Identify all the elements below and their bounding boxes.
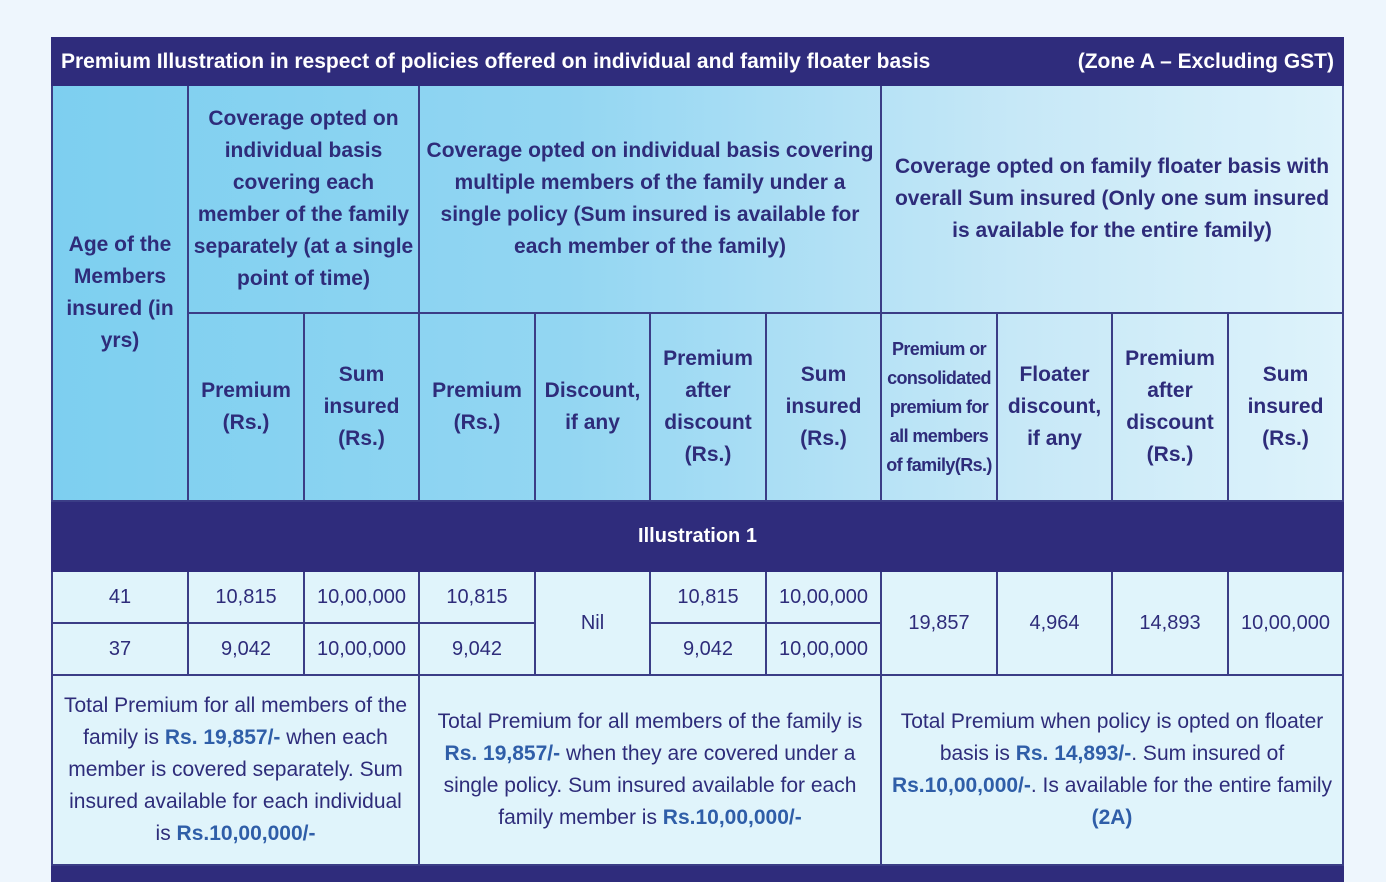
cell-fl-after: 14,893 [1112,571,1228,675]
cell-ind-sum: 10,00,000 [304,623,419,675]
header-group-floater: Coverage opted on family floater basis with overall Sum insured (Only one sum insured is available for the entire family) [881,85,1343,313]
premium-illustration-table [51,37,1344,882]
cell-fl-premium: 19,857 [881,571,997,675]
cell-sp-premium: 9,042 [419,623,535,675]
header-group-individual-separate: Coverage opted on individual basis covering each member of the family separately (at a single point of time) [188,85,419,313]
title-main: Premium Illustration in respect of policies offered on individual and family floater basis [61,49,931,73]
cell-fl-discount: 4,964 [997,571,1112,675]
title-zone: (Zone A – Excluding GST) [1077,49,1334,73]
summary-sum-insured: Rs.10,00,000/- [662,806,802,829]
group-header-row [52,85,1343,313]
cell-ind-premium: 10,815 [188,571,304,623]
summary-text: . Sum insured of [1131,742,1285,765]
header-sp-premium-after-discount: Premium after discount (Rs.) [650,313,766,501]
illustration-row [52,501,1343,571]
header-sp-discount: Discount, if any [535,313,650,501]
header-ind-sum-insured: Sum insured (Rs.) [304,313,419,501]
sub-header-row [52,313,1343,501]
summary-row [52,675,1343,865]
footer-bar [52,865,1343,881]
cell-sp-sum: 10,00,000 [766,571,881,623]
header-sp-premium: Premium (Rs.) [419,313,535,501]
summary-text: when they are covered under a single policy. Sum insured available for each family member is [443,742,857,829]
footer-band [52,865,1343,881]
cell-sp-premium: 10,815 [419,571,535,623]
cell-sp-sum: 10,00,000 [766,623,881,675]
illustration-label: Illustration 1 [52,501,1343,571]
table-row [52,571,1343,623]
summary-amount: Rs. 14,893/- [1015,742,1132,765]
cell-ind-sum: 10,00,000 [304,571,419,623]
header-fl-sum-insured: Sum insured (Rs.) [1228,313,1343,501]
summary-text: Total Premium for all members of the family is [437,710,863,733]
title-row [52,38,1343,85]
summary-amount: Rs. 19,857/- [164,726,281,749]
summary-text: . Is available for the entire family [1030,774,1333,797]
cell-sp-after: 10,815 [650,571,766,623]
summary-text: Total Premium when policy is opted on floater basis is [900,710,1324,765]
header-fl-premium-after-discount: Premium after discount (Rs.) [1112,313,1228,501]
summary-floater [881,675,1343,865]
summary-amount: Rs. 19,857/- [444,742,561,765]
summary-sum-insured: Rs.10,00,000/- [176,822,316,845]
summary-sum-insured: Rs.10,00,000/- [891,774,1031,797]
header-fl-consolidated-premium: Premium or consolidated premium for all members of family(Rs.) [881,313,997,501]
cell-sp-discount: Nil [535,571,650,675]
header-sp-sum-insured: Sum insured (Rs.) [766,313,881,501]
premium-illustration-table-container [51,37,1342,882]
header-ind-premium: Premium (Rs.) [188,313,304,501]
header-age: Age of the Members insured (in yrs) [52,85,188,501]
cell-age: 37 [52,623,188,675]
summary-single-policy [419,675,881,865]
cell-ind-premium: 9,042 [188,623,304,675]
table-title [52,38,1343,85]
summary-individual [52,675,419,865]
summary-text: when each member is covered separately. Sum insured available for each individual is [68,726,403,845]
header-fl-discount: Floater discount, if any [997,313,1112,501]
summary-reference: (2A) [1091,806,1133,829]
cell-age: 41 [52,571,188,623]
summary-text: Total Premium for all members of the family is [63,694,408,749]
cell-sp-after: 9,042 [650,623,766,675]
cell-fl-sum: 10,00,000 [1228,571,1343,675]
header-group-individual-single-policy: Coverage opted on individual basis covering multiple members of the family under a single policy (Sum insured is available for each member of the family) [419,85,881,313]
